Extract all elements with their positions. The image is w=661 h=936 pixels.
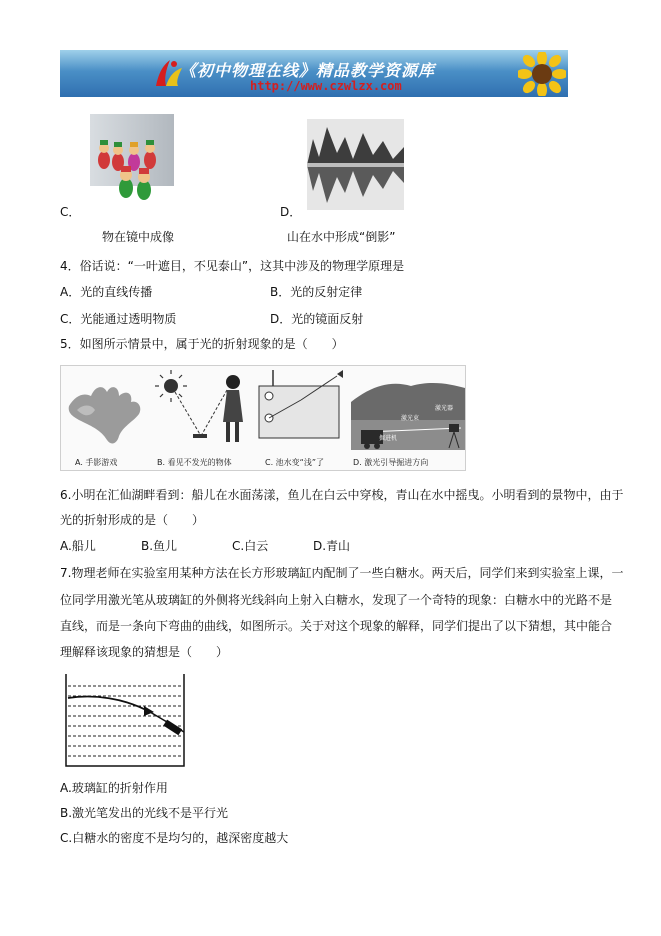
q7-option-c: C.白糖水的密度不是均匀的，越深密度越大 xyxy=(60,831,289,845)
option-d-label: D． xyxy=(280,205,302,219)
q6-option-b: B.鱼儿 xyxy=(141,539,178,553)
q5-figure-strip xyxy=(60,365,466,471)
q6-option-c: C.白云 xyxy=(232,539,269,553)
sunflower-icon xyxy=(518,52,566,96)
q7-line4: 理解释该现象的猜想是（ ） xyxy=(60,645,229,659)
laser-label-device: 激光器 xyxy=(435,405,454,412)
q7-line1: 7.物理老师在实验室用某种方法在长方形玻璃缸内配制了一些白糖水。两天后，同学们来到实验室上课，一 xyxy=(60,566,624,580)
q5-caption-c: C. 池水变“浅”了 xyxy=(265,458,324,467)
q7-option-a: A.玻璃缸的折射作用 xyxy=(60,781,168,795)
caption-mountain: 山在水中形成“倒影” xyxy=(287,230,396,244)
q5-caption-d: D. 激光引导掘进方向 xyxy=(353,458,429,467)
q6-option-d: D.青山 xyxy=(313,539,351,553)
hand-shadow-figure xyxy=(69,387,141,443)
q4-stem: 4．俗话说：“一叶遮目，不见泰山”，这其中涉及的物理学原理是 xyxy=(60,259,405,273)
banner-title: 《初中物理在线》精品教学资源库 xyxy=(180,61,436,80)
laser-label-machine: 掘进机 xyxy=(379,435,398,442)
see-object-figure xyxy=(155,370,243,442)
laser-label-beam: 激光束 xyxy=(401,415,420,422)
q7-line2: 位同学用激光笔从玻璃缸的外侧将光线斜向上射入白糖水，发现了一个奇特的现象：白糖水中的光路不是 xyxy=(60,593,613,607)
banner-url: http://www.czwlzx.com xyxy=(250,79,402,93)
q6-line1: 6.小明在汇仙湖畔看到：船儿在水面荡漾，鱼儿在白云中穿梭，青山在水中摇曳。小明看到的景物中，由于 xyxy=(60,488,624,502)
pool-shallow-figure xyxy=(259,370,343,438)
sugar-water-tank-figure xyxy=(64,672,188,768)
q7-option-b: B.激光笔发出的光线不是平行光 xyxy=(60,806,229,820)
laser-tunnel-figure xyxy=(351,383,465,450)
header-banner xyxy=(60,50,568,97)
q7-line3: 直线，而是一条向下弯曲的曲线，如图所示。关于对这个现象的解释，同学们提出了以下猜想，其中能合 xyxy=(60,619,613,633)
q6-line2: 光的折射形成的是（ ） xyxy=(60,513,205,527)
q5-stem: 5．如图所示情景中，属于光的折射现象的是（ ） xyxy=(60,337,344,351)
q4-option-d: D．光的镜面反射 xyxy=(270,312,364,326)
q4-option-c: C．光能通过透明物质 xyxy=(60,312,177,326)
q5-caption-a: A. 手影游戏 xyxy=(75,458,118,467)
q4-option-b: B．光的反射定律 xyxy=(270,285,363,299)
q4-option-a: A．光的直线传播 xyxy=(60,285,153,299)
mountain-reflection-image xyxy=(307,119,404,210)
q6-option-a: A.船儿 xyxy=(60,539,96,553)
mirror-image xyxy=(86,112,178,210)
option-c-label: C． xyxy=(60,205,81,219)
q5-caption-b: B. 看见不发光的物体 xyxy=(157,458,232,467)
caption-mirror: 物在镜中成像 xyxy=(102,230,175,244)
